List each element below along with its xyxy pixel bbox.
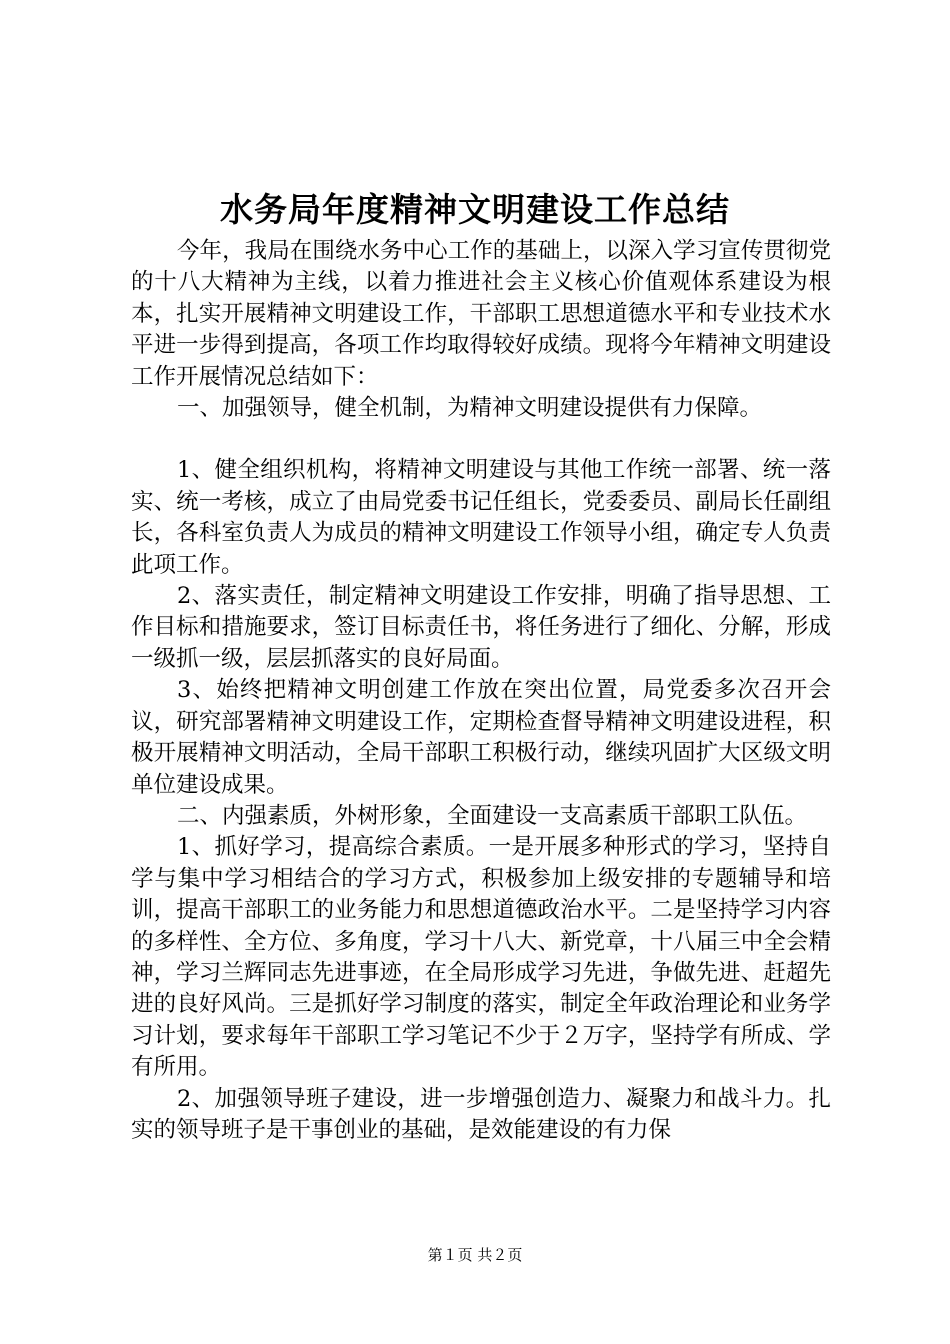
document-body [131, 236, 831, 1146]
section-heading-2: 二、内强素质，外树形象，全面建设一支高素质干部职工队伍。 [177, 802, 808, 829]
intro-paragraph: 今年，我局在围绕水务中心工作的基础上，以深入学习宣传贯彻党的十八大精神为主线，以着力推进社会主义核心价值观体系建设为根本，扎实开展精神文明建设工作，干部职工思想道德水平和专业技术水平进一步得到提高，各项工作均取得较好成绩。现将今年精神文明建设工作开展情况总结如下： [131, 238, 831, 390]
paragraph-2-1: 1、抓好学习，提高综合素质。一是开展多种形式的学习，坚持自学与集中学习相结合的学习方式，积极参加上级安排的专题辅导和培训，提高干部职工的业务能力和思想道德政治水平。二是坚持学习内容的多样性、全方位、多角度，学习十八大、新党章，十八届三中全会精神，学习兰辉同志先进事迹，在全局形成学习先进，争做先进、赶超先进的良好风尚。三是抓好学习制度的落实，制定全年政治理论和业务学习计划，要求每年干部职工学习笔记不少于２万字，坚持学有所成、学有所用。 [131, 834, 831, 1081]
document-title: 水务局年度精神文明建设工作总结 [220, 190, 730, 229]
blank-line [131, 424, 831, 455]
paragraph-2-2: 2、加强领导班子建设，进一步增强创造力、凝聚力和战斗力。扎实的领导班子是干事创业的基础，是效能建设的有力保 [131, 1085, 831, 1143]
paragraph-1-2: 2、落实责任，制定精神文明建设工作安排，明确了指导思想、工作目标和措施要求，签订目标责任书，将任务进行了细化、分解，形成一级抓一级，层层抓落实的良好局面。 [131, 583, 831, 672]
paragraph-1-1: 1、健全组织机构，将精神文明建设与其他工作统一部署、统一落实、统一考核，成立了由局党委书记任组长，党委委员、副局长任副组长，各科室负责人为成员的精神文明建设工作领导小组，确定专人负责此项工作。 [131, 457, 831, 578]
paragraph-1-3: 3、始终把精神文明创建工作放在突出位置，局党委多次召开会议，研究部署精神文明建设工作，定期检查督导精神文明建设进程，积极开展精神文明活动，全局干部职工积极行动，继续巩固扩大区级文明单位建设成果。 [131, 677, 831, 798]
section-heading-1: 一、加强领导，健全机制，为精神文明建设提供有力保障。 [177, 395, 763, 422]
page-footer: 第１页 共２页 [427, 1246, 523, 1264]
